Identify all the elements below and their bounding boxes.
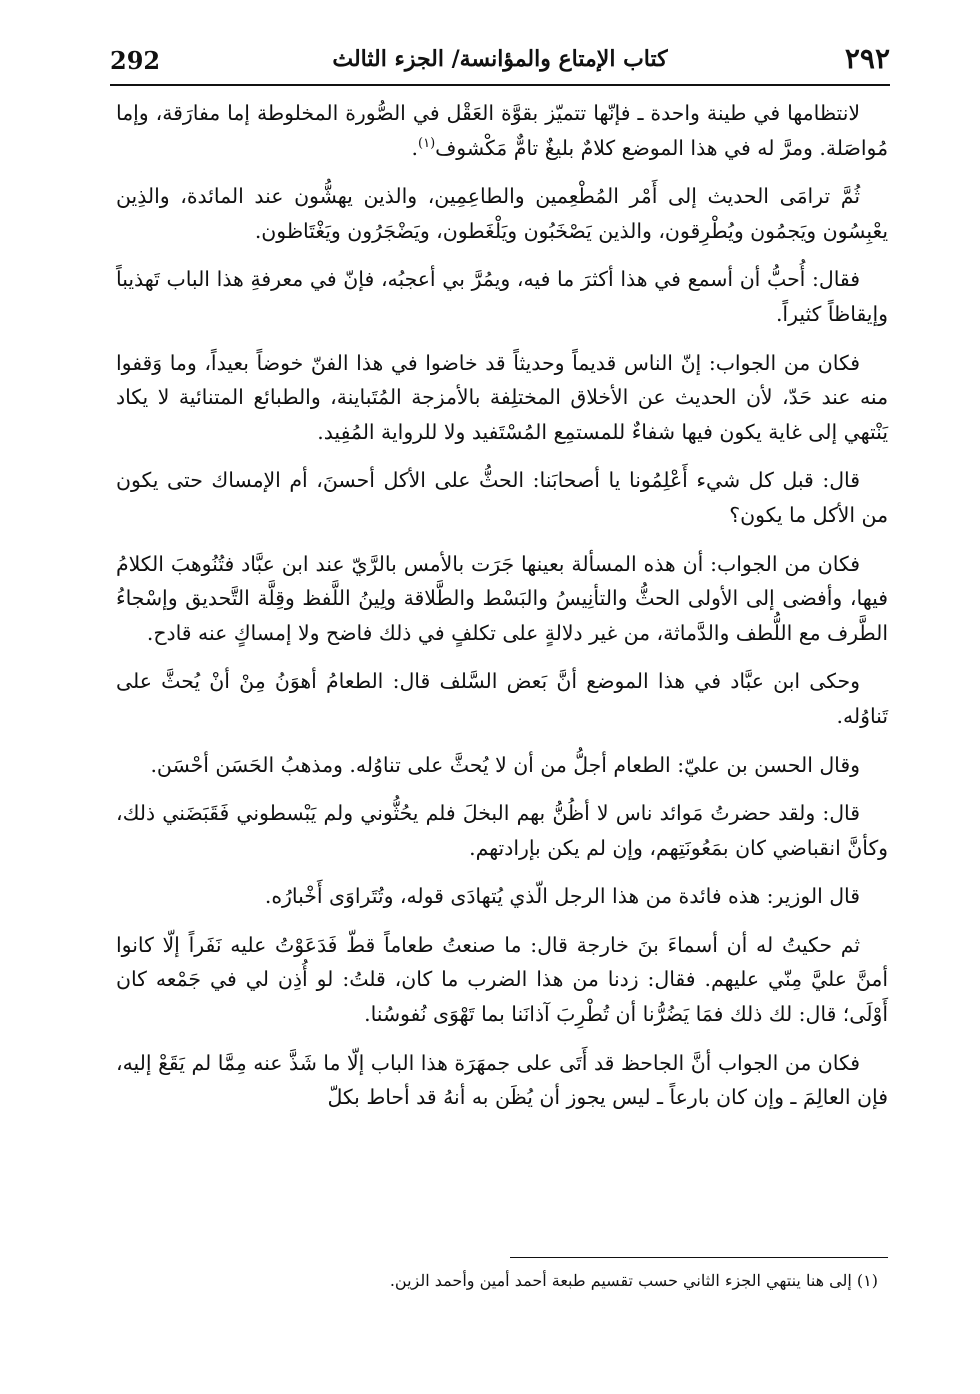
paragraph-end: . bbox=[411, 135, 419, 160]
header-divider bbox=[110, 84, 890, 86]
paragraph: ثم حكيتُ له أن أسماءَ بنَ خارجة قال: ما صنعتُ طعاماً قطّ فَدَعَوْتُ عليه نَفَراً إلّا كانوا أمنَّ عليَّ مِنّي عليهم. فقال: زدنا من هذا الضرب ما كان، قلتُ: لو أُذِن لي في جَمْعه كان أَوْلَى؛ قال: لك ذلك فمَا يَضُرُّنا أن تُطْرِبَ آذانَنا بما تَهْوَى نُفوسُنا. bbox=[116, 932, 888, 1027]
paragraph: فكان من الجواب: إنّ الناس قديماً وحديثاً قد خاضوا في هذا الفنّ خوضاً بعيداً، وما وَقفوا منه عند حَدّ، لأن الحديث عن الأخلاق المختلِفة بالأمزجة المُتَباينة، والطبائع المتنائية لا يكاد يَنْتهي إلى غاية يكون فيها شفاءٌ للمستمِع المُسْتَفيد ولا للرواية المُفِيد. bbox=[116, 350, 888, 444]
paragraph: وحكى ابن عبَّاد في هذا الموضع أنَّ بَعض السَّلف قال: الطعامُ أهوَنُ مِنْ أنْ يُحثَّ على تَناوُله. bbox=[116, 669, 888, 728]
page-number-latin: 292 bbox=[110, 46, 161, 75]
paragraph: قال: قبل كل شيء أَعْلِمُونا يا أصحابَنا: الحثُّ على الأكل أحسنَ، أم الإمساك حتى يكون من الأكل ما يكون؟ bbox=[116, 468, 888, 527]
paragraph: فقال: أُحبُّ أن أسمع في هذا أكثرَ ما فيه، ويمُرَّ بي أعجبُه، فإنّ في معرفةِ هذا الباب تَهذيباً وإيقاظاً كثيراً. bbox=[116, 267, 888, 326]
running-title: كتاب الإمتاع والمؤانسة/ الجزء الثالث bbox=[332, 46, 668, 72]
footnote: (١) إلى هنا ينتهي الجزء الثاني حسب تقسيم طبعة أحمد أمين وأحمد الزين. bbox=[389, 1271, 878, 1290]
paragraph: فكان من الجواب: أن هذه المسألة بعينها جَرَت بالأمس بالرَّيّ عند ابن عبَّاد فتُنُوهبَ الكلامُ فيها، وأفضى إلى الأولى الحثُّ والتأنِيسُ والبَسْط والطَّلاقة ولِينُ اللَّفظ وقِلَّة التَّحديق وإسْجاءُ الطَّرف مع اللُّطف والدَّماثة، من غير دلالةٍ على تكلفٍ في ذلك فاضح ولا إمساكٍ عنه قادح. bbox=[116, 551, 888, 645]
paragraph: قال الوزير: هذه فائدة من هذا الرجل الّذي يُتهادَى قوله، وتُتَراوَى أَخْبارُه. bbox=[264, 884, 860, 909]
paragraph: قال: ولقد حضرتُ مَوائد ناس لا أظُنُّ بهم البخلَ فلم يحُثُّوني ولم يَبْسطوني فَقَبَضَني ذلك، وكأنَّ انقباضي كان بمَعُونَتِهم، وإن لم يكن بإرادتهم. bbox=[116, 801, 888, 860]
paragraph-text: لانتظامها في طينة واحدة ـ فإنّها تتميّز بقوَّة العَقْل في الصُّورة المخلوطة إما مفارَقة، وإما مُواصَلة. ومرَّ له في هذا الموضع كلامٌ بليغٌ تامٌّ مَكْشوف bbox=[116, 101, 888, 160]
paragraph: ثُمَّ ترامَى الحديث إلى أَمْر المُطْعِمين والطاعِمِين، والذين يهشُّون عند المائدة، والذِين يعْبِسُون ويَجمُون ويُطْرِقون، والذين يَصْخَبُون ويَلْغَطون، ويَضْجَرُون ويَغْتَاظون. bbox=[116, 184, 888, 243]
main-text bbox=[116, 96, 888, 1129]
paragraph: فكان من الجواب أنَّ الجاحظ قد أَتَى على جمهَرَة هذا الباب إلّا ما شَذَّ عنه مِمَّا لم يَقَعْ إليه، فإن العالِمَ ـ وإن كان بارعاً ـ ليس يجوز أن يُظَن به أنهُ قد أحاط بكلّ bbox=[116, 1050, 888, 1110]
page-header bbox=[110, 38, 890, 82]
page-number-arabic: ٢٩٢ bbox=[844, 42, 890, 75]
paragraph bbox=[116, 96, 888, 165]
footnote-divider bbox=[510, 1257, 888, 1258]
paragraph: وقال الحسن بن عليّ: الطعام أجلُّ من أن لا يُحثَّ على تناوُله. ومذهبُ الحَسَن أحْسَن. bbox=[150, 752, 860, 777]
footnote-reference[interactable]: (١) bbox=[418, 135, 436, 151]
